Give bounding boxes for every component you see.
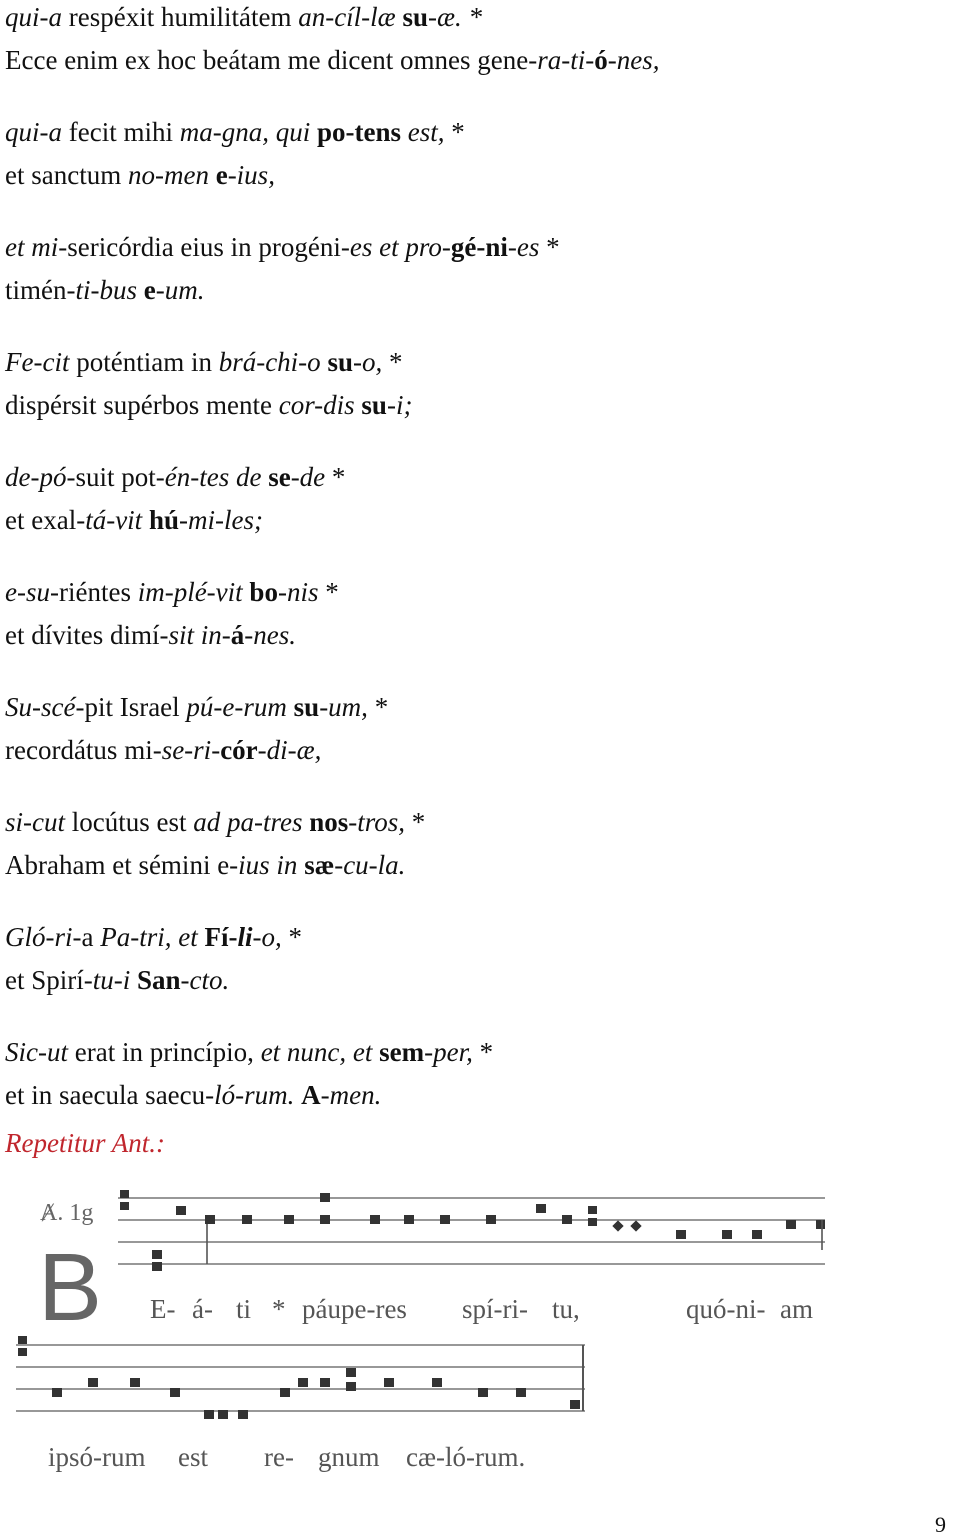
text-segment: ius in [238, 850, 298, 880]
verse-3-line-2 [5, 273, 204, 307]
lyric-syllable: á- [192, 1294, 213, 1324]
do-clef [120, 1190, 129, 1198]
text-segment: dispérsit supérbos mente [5, 390, 279, 420]
lyric-syllable: cæ-ló-rum. [406, 1442, 526, 1472]
text-segment: * [367, 692, 389, 722]
text-segment: est, [407, 117, 445, 147]
lyric-syllable: quó-ni- [686, 1294, 766, 1324]
text-segment: po-tens [316, 117, 401, 147]
text-segment: si-cut [5, 807, 65, 837]
staff-2-neumes [18, 1336, 583, 1419]
verse-10-line-1 [5, 1035, 493, 1069]
lyric-syllable: est [178, 1442, 208, 1472]
initial-letter: B [38, 1234, 103, 1341]
text-segment: e [143, 275, 156, 305]
text-segment: én-tes de [164, 462, 262, 492]
text-segment: sæ [304, 850, 335, 880]
verse-9-line-2 [5, 963, 229, 997]
text-segment: -es [507, 232, 540, 262]
verse-4-line-2 [5, 388, 412, 422]
text-segment: li [237, 922, 253, 952]
text-segment: -a [72, 922, 101, 952]
text-segment: pú-e-rum [186, 692, 287, 722]
do-clef [18, 1336, 27, 1344]
verse-9-line-1 [5, 920, 302, 954]
text-segment: * [444, 117, 465, 147]
text-segment: nos [309, 807, 349, 837]
text-segment: im-plé-vit [137, 577, 243, 607]
verse-1-line-1 [5, 0, 482, 34]
text-segment: -cu-la. [334, 850, 406, 880]
lyric-syllable: ipsó-rum [48, 1442, 146, 1472]
text-segment: hú [148, 505, 179, 535]
text-segment: cor-dis [278, 390, 355, 420]
lyric-syllable: re- [264, 1442, 294, 1472]
text-segment: bo [249, 577, 278, 607]
lyric-syllable: tu, [552, 1294, 580, 1324]
text-segment: no-men [127, 160, 209, 190]
verse-2-line-1 [5, 115, 465, 149]
staff-1 [118, 1198, 825, 1264]
verse-6-line-1 [5, 575, 339, 609]
text-segment: et Spirí- [5, 965, 93, 995]
text-segment: * [281, 922, 302, 952]
text-segment: su [327, 347, 353, 377]
staff-1-lyrics [150, 1294, 813, 1324]
text-segment: respéxit humilitátem [62, 2, 299, 32]
verse-8-line-2 [5, 848, 405, 882]
lyric-syllable: E- [150, 1294, 176, 1324]
verse-7-line-1 [5, 690, 388, 724]
lyric-syllable: ti [236, 1294, 252, 1324]
text-segment: tu-i [92, 965, 131, 995]
text-segment: Su-scé [5, 692, 76, 722]
text-segment [401, 117, 408, 147]
text-segment: an-cíl-læ [298, 2, 396, 32]
text-segment: -tros, [348, 807, 406, 837]
text-segment: es et pro [349, 232, 442, 262]
text-segment: * [472, 1037, 494, 1067]
mode-label: Ⱥ. 1g [40, 1200, 94, 1226]
verse-8-line-1 [5, 805, 425, 839]
text-segment: -riéntes [49, 577, 138, 607]
text-segment: ma-gna, qui [179, 117, 311, 147]
rubric-repetitur: Repetitur Ant.: [5, 1128, 165, 1158]
text-segment: -men. [320, 1080, 382, 1110]
text-segment: -nes. [244, 620, 296, 650]
lyric-syllable: páupe-res [302, 1294, 407, 1324]
text-segment: recordátus mi- [5, 735, 162, 765]
page-number: 9 [935, 1512, 946, 1537]
text-segment: timén- [5, 275, 76, 305]
text-segment: -sericórdia eius in progéni- [58, 232, 350, 262]
text-segment [137, 275, 144, 305]
lyric-syllable: gnum [318, 1442, 380, 1472]
text-segment: sem [379, 1037, 425, 1067]
text-segment: -o, [252, 922, 282, 952]
text-segment: á [230, 620, 245, 650]
text-segment: ad pa-tres [193, 807, 303, 837]
text-segment: et mi [5, 232, 59, 262]
text-segment: ti-bus [75, 275, 137, 305]
text-segment: sit in [168, 620, 222, 650]
text-segment: tá-vit [85, 505, 143, 535]
text-segment: -per, [424, 1037, 473, 1067]
text-segment: cór [220, 735, 258, 765]
verse-10-line-2 [5, 1078, 381, 1112]
text-segment: San [137, 965, 181, 995]
text-segment: -cto. [180, 965, 230, 995]
text-segment: -nis [277, 577, 319, 607]
text-segment: ra-ti- [537, 45, 595, 75]
verse-4-line-1 [5, 345, 402, 379]
text-segment: -mi-les; [178, 505, 263, 535]
text-segment: de-pó [5, 462, 67, 492]
text-segment: -i; [386, 390, 413, 420]
text-segment [310, 117, 317, 147]
staff-2-lyrics [48, 1442, 525, 1472]
text-segment: et sanctum [5, 160, 128, 190]
text-segment: * [382, 347, 403, 377]
text-segment: locútus est [65, 807, 194, 837]
text-segment: e [215, 160, 228, 190]
text-segment [142, 505, 149, 535]
text-segment: Fí- [204, 922, 238, 952]
text-segment: et exal- [5, 505, 86, 535]
text-segment: -æ. * [427, 2, 482, 32]
text-segment: gé-ni [450, 232, 508, 262]
text-segment: -di-æ, [257, 735, 322, 765]
verse-6-line-2 [5, 618, 296, 652]
text-segment: -um. [155, 275, 205, 305]
verse-2-line-2 [5, 158, 275, 192]
verse-7-line-2 [5, 733, 321, 767]
verse-3-line-1 [5, 230, 560, 264]
verse-5-line-2 [5, 503, 263, 537]
text-segment: -um, [319, 692, 368, 722]
text-segment: et in saecula saecu- [5, 1080, 215, 1110]
text-segment: et dívites dimí- [5, 620, 169, 650]
staff-1-neumes [120, 1190, 825, 1271]
text-segment: fecit mihi [62, 117, 180, 147]
text-segment: su [361, 390, 387, 420]
text-segment: * [405, 807, 426, 837]
lyric-syllable: * [272, 1294, 286, 1324]
text-segment: * [539, 232, 560, 262]
chant-score [0, 1180, 960, 1480]
gregorian-notation [0, 1180, 960, 1480]
text-segment: erat in princípio, [67, 1037, 261, 1067]
text-segment: -nes, [607, 45, 660, 75]
text-segment: - [211, 735, 221, 765]
text-segment: -o, [352, 347, 383, 377]
text-segment: Fe-cit [5, 347, 70, 377]
text-segment: qui-a [5, 2, 62, 32]
text-segment: su [293, 692, 320, 722]
verse-1-line-2 [5, 43, 660, 77]
text-segment: se [268, 462, 291, 492]
text-segment: * [325, 462, 346, 492]
text-segment: brá-chi-o [218, 347, 321, 377]
text-segment: Gló-ri [5, 922, 73, 952]
text-segment: Sic-ut [5, 1037, 68, 1067]
text-segment: -suit pot- [66, 462, 165, 492]
text-segment: -de [290, 462, 326, 492]
text-segment: Ecce enim ex hoc beátam me dicent omnes gene- [5, 45, 538, 75]
lyric-syllable: am [780, 1294, 813, 1324]
text-segment: Pa-tri, et [100, 922, 198, 952]
text-segment: qui-a [5, 117, 62, 147]
verse-5-line-1 [5, 460, 345, 494]
text-segment: su [402, 2, 428, 32]
text-segment [209, 160, 216, 190]
text-segment: - [441, 232, 451, 262]
text-segment: poténtiam in [69, 347, 219, 377]
text-segment: A [301, 1080, 321, 1110]
text-segment: ó [594, 45, 608, 75]
lyric-syllable: spí-ri- [462, 1294, 528, 1324]
text-segment: Abraham et sémini e- [5, 850, 239, 880]
text-segment: ló-rum. [214, 1080, 295, 1110]
text-segment: se-ri [161, 735, 212, 765]
text-segment: et nunc, et [260, 1037, 373, 1067]
text-segment: -ius, [227, 160, 275, 190]
text-segment: -pit Israel [75, 692, 187, 722]
text-segment: - [221, 620, 231, 650]
text-segment: * [318, 577, 339, 607]
text-segment: e-su [5, 577, 50, 607]
text-segment [287, 692, 294, 722]
text-segment [130, 965, 137, 995]
